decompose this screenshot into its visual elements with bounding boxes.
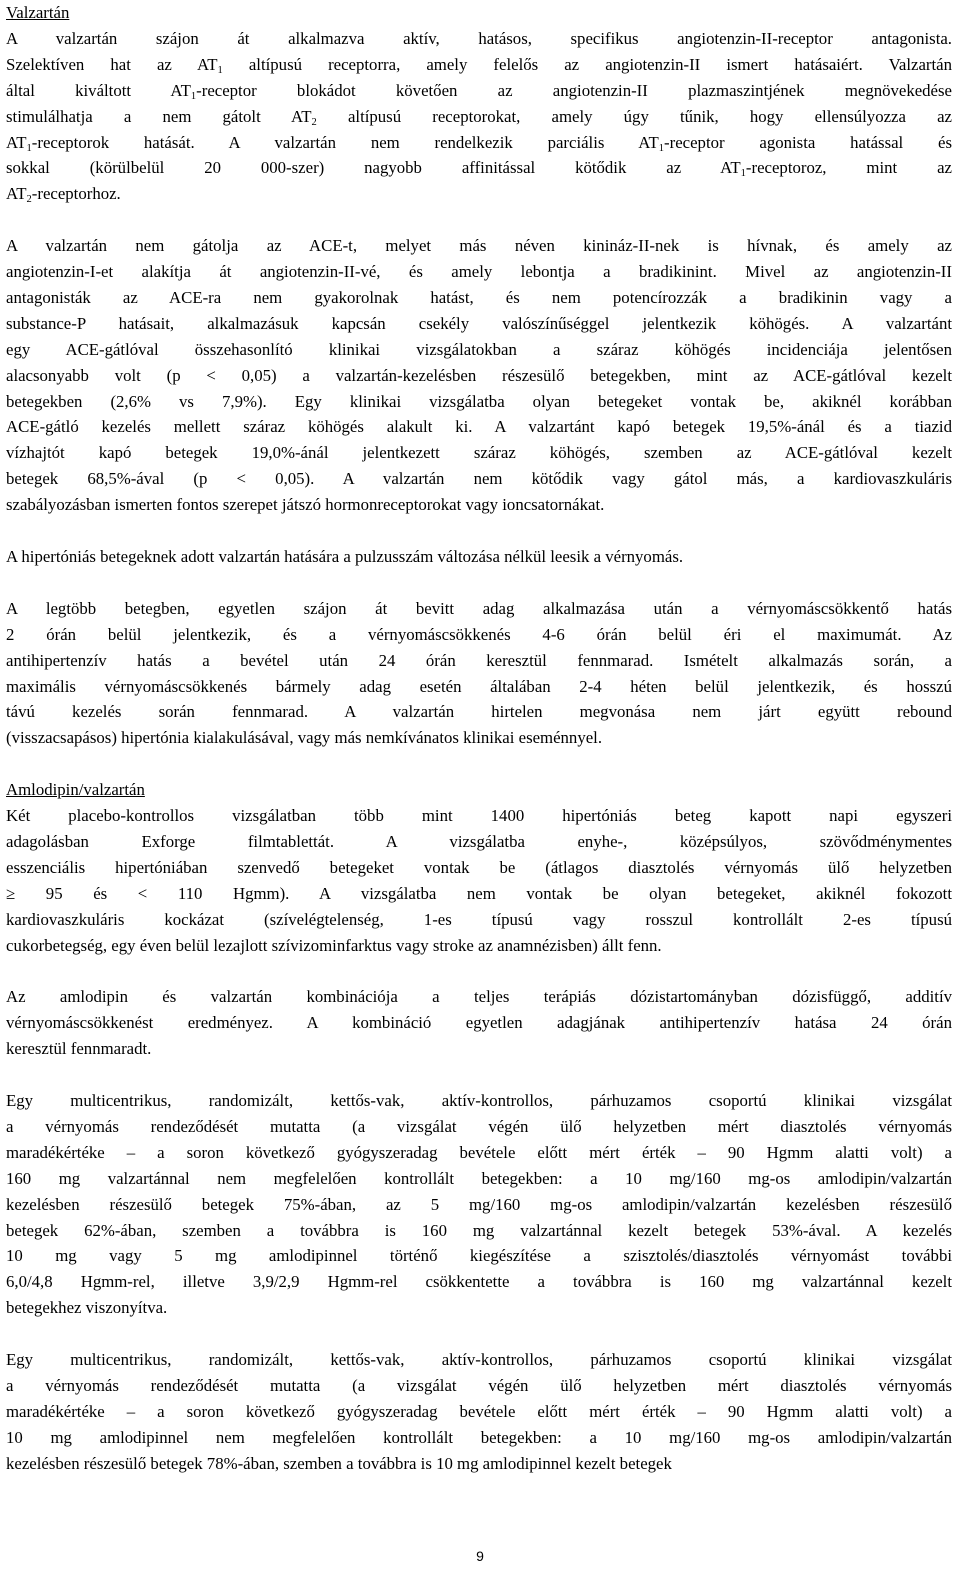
section-gap bbox=[6, 751, 952, 777]
document-page bbox=[6, 0, 952, 1477]
text-line: Az amlodipin és valzartán kombinációja a teljes terápiás dózistartományban dózisfüggő, additív bbox=[6, 987, 952, 1007]
text-line: angiotenzin-I-et alakítja át angiotenzin-II-vé, és amely lebontja a bradikinint. Mivel az angiotenzin-II bbox=[6, 262, 952, 282]
text-line: vízhajtót kapó betegek 19,0%-ánál jelentkezett száraz köhögés, szemben az ACE-gátlóval kezelt bbox=[6, 443, 952, 463]
subscript: 2 bbox=[311, 116, 317, 128]
text-line: 2 órán belül jelentkezik, és a vérnyomáscsökkenés 4-6 órán belül éri el maximumát. Az bbox=[6, 624, 952, 644]
text-line: A valzartán nem gátolja az ACE-t, melyet más néven kinináz-II-nek is hívnak, és amely az bbox=[6, 236, 952, 256]
text-line: cukorbetegség, egy éven belül lezajlott szívizominfarktus vagy stroke az anamnézisben) állt fenn. bbox=[6, 935, 662, 955]
text-line: kardiovaszkuláris kockázat (szívelégtelenség, 1-es típusú vagy rosszul kontrollált 2-es típusú bbox=[6, 909, 952, 929]
text-line: kezelésben részesülő betegek 75%-ában, az 5 mg/160 mg-os amlodipin/valzartán kezelésben részesülő bbox=[6, 1194, 952, 1214]
text-line: alacsonyabb volt (p < 0,05) a valzartán-kezelésben részesülő betegekben, mint az ACE-gátlóval kezelt bbox=[6, 365, 952, 385]
paragraph bbox=[6, 803, 952, 958]
text-line: antagonisták az ACE-ra nem gyakorolnak hatást, és nem potencírozzák a bradikinin vagy a bbox=[6, 287, 952, 307]
text-line: $AT_2$-receptorhoz. bbox=[6, 184, 121, 206]
text-line: keresztül fennmaradt. bbox=[6, 1039, 152, 1059]
text-line: 6,0/4,8 Hgmm-rel, illetve 3,9/2,9 Hgmm-rel csökkentette a továbbra is 160 mg valzartánnal kezelt bbox=[6, 1272, 952, 1292]
paragraph-gap bbox=[6, 1062, 952, 1088]
paragraph bbox=[6, 984, 952, 1062]
paragraph-gap bbox=[6, 518, 952, 544]
text-line: antihipertenzív hatás a bevétel után 24 órán keresztül fennmarad. Ismételt alkalmazás során, a bbox=[6, 650, 952, 670]
paragraph bbox=[6, 596, 952, 751]
paragraph-gap bbox=[6, 207, 952, 233]
paragraph bbox=[6, 544, 952, 570]
paragraph bbox=[6, 233, 952, 518]
paragraph bbox=[6, 26, 952, 207]
text-line: vérnyomáscsökkenést eredményez. A kombináció egyetlen adagjának antihipertenzív hatása 24 órán bbox=[6, 1013, 952, 1033]
section-heading: Valzartán bbox=[6, 3, 70, 22]
text-line: a vérnyomás rendeződését mutatta (a vizsgálat végén ülő helyzetben mért diasztolés vérnyomás bbox=[6, 1116, 952, 1136]
text-line: ≥ 95 és < 110 Hgmm). A vizsgálatba nem vontak be olyan betegeket, akiknél fokozott bbox=[6, 883, 952, 903]
text-line: A valzartán szájon át alkalmazva aktív, hatásos, specifikus angiotenzin-II-receptor antagonista. bbox=[6, 28, 952, 48]
page-number: 9 bbox=[476, 1548, 484, 1564]
section-heading: Amlodipin/valzartán bbox=[6, 780, 145, 800]
text-line: 10 mg vagy 5 mg amlodipinnel történő kiegészítése a szisztolés/diasztolés vérnyomást további bbox=[6, 1246, 952, 1266]
text-line: maradékértéke – a soron következő gyógyszeradag bevétele előtt mért érték – 90 Hgmm alatti volt) a bbox=[6, 1401, 952, 1421]
subscript: 1 bbox=[190, 90, 197, 102]
text-line: Egy multicentrikus, randomizált, kettős-vak, aktív-kontrollos, párhuzamos csoportú klinikai vizsgálat bbox=[6, 1090, 952, 1110]
text-line: kezelésben részesülő betegek 78%-ában, szemben a továbbra is 10 mg amlodipinnel kezelt betegek bbox=[6, 1453, 672, 1473]
text-line: maradékértéke – a soron következő gyógyszeradag bevétele előtt mért érték – 90 Hgmm alatti volt) a bbox=[6, 1142, 952, 1162]
text-line: a vérnyomás rendeződését mutatta (a vizsgálat végén ülő helyzetben mért diasztolés vérnyomás bbox=[6, 1375, 952, 1395]
text-line: maximális vérnyomáscsökkenés bármely adag esetén általában 2-4 héten belül jelentkezik, és hosszú bbox=[6, 676, 952, 696]
subscript: 1 bbox=[26, 142, 32, 154]
subscript: 1 bbox=[658, 142, 665, 154]
paragraph-gap bbox=[6, 958, 952, 984]
text-line: adagolásban Exforge filmtablettát. A vizsgálatba enyhe-, középsúlyos, szövődménymentes bbox=[6, 831, 952, 851]
text-line: 160 mg valzartánnal nem megfelelően kontrollált betegekben: a 10 mg/160 mg-os amlodipin/valzartán bbox=[6, 1168, 952, 1188]
text-line: sokkal (körülbelül 20 000-szer) nagyobb affinitással kötődik az $AT_1$-receptoroz, mint az bbox=[6, 158, 952, 180]
text-line: Egy multicentrikus, randomizált, kettős-vak, aktív-kontrollos, párhuzamos csoportú klinikai vizsgálat bbox=[6, 1350, 952, 1370]
subscript: 2 bbox=[26, 194, 32, 206]
text-line: betegekhez viszonyítva. bbox=[6, 1298, 168, 1318]
text-line: (visszacsapásos) hipertónia kialakulásával, vagy más nemkívánatos klinikai eseménnyel. bbox=[6, 728, 603, 748]
text-line: esszenciális hipertóniában szenvedő betegeket vontak be (átlagos diasztolés vérnyomás ülő helyzetben bbox=[6, 857, 952, 877]
text-line: A hipertóniás betegeknek adott valzartán hatására a pulzusszám változása nélkül leesik a vérnyomás. bbox=[6, 547, 684, 566]
subscript: 1 bbox=[740, 168, 746, 180]
text-line: ACE-gátló kezelés mellett száraz köhögés alakult ki. A valzartánt kapó betegek 19,5%-ánál és a tiazid bbox=[6, 417, 952, 437]
text-line: Két placebo-kontrollos vizsgálatban több mint 1400 hipertóniás beteg kapott napi egyszeri bbox=[6, 806, 952, 826]
text-line: substance-P hatásait, alkalmazásuk kapcsán csekély valószínűséggel jelentkezik köhögés. A valzartánt bbox=[6, 313, 952, 333]
text-line: betegek 68,5%-ával (p < 0,05). A valzartán nem kötődik vagy gátol más, a kardiovaszkuláris bbox=[6, 469, 952, 489]
text-line: betegekben (2,6% vs 7,9%). Egy klinikai vizsgálatba olyan betegeket vontak be, akiknél korábban bbox=[6, 391, 952, 411]
text-line: A legtöbb betegben, egyetlen szájon át bevitt adag alkalmazása után a vérnyomáscsökkentő hatás bbox=[6, 598, 952, 618]
paragraph bbox=[6, 1088, 952, 1321]
text-line: $AT_1$-receptorok hatását. A valzartán nem rendelkezik parciális $AT_1$-receptor agonista hatással és bbox=[6, 132, 952, 154]
text-line: szabályozásban ismerten fontos szerepet játszó hormonreceptorokat vagy ioncsatornákat. bbox=[6, 495, 605, 515]
paragraph bbox=[6, 1347, 952, 1477]
text-line: távú kezelés során fennmarad. A valzartán hirtelen megvonása nem járt együtt rebound bbox=[6, 702, 952, 722]
text-line: által kiváltott $AT_1$-receptor blokádot követően az angiotenzin-II plazmaszintjének megnövekedése bbox=[6, 80, 952, 102]
text-line: Szelektíven hat az $AT_1$ altípusú receptorra, amely felelős az angiotenzin-II ismert hatásaiért. Valzartán bbox=[6, 54, 952, 76]
subscript: 1 bbox=[217, 64, 223, 76]
text-line: stimulálhatja a nem gátolt $AT_2$ altípusú receptorokat, amely úgy tűnik, hogy ellensúlyozza az bbox=[6, 106, 953, 128]
text-line: egy ACE-gátlóval összehasonlító klinikai vizsgálatokban a száraz köhögés incidenciája jelentősen bbox=[6, 339, 952, 359]
paragraph-gap bbox=[6, 570, 952, 596]
text-line: 10 mg amlodipinnel nem megfelelően kontrollált betegekben: a 10 mg/160 mg-os amlodipin/valzartán bbox=[6, 1427, 952, 1447]
text-line: betegek 62%-ában, szemben a továbbra is 160 mg valzartánnal kezelt betegek 53%-ával. A kezelés bbox=[6, 1220, 952, 1240]
paragraph-gap bbox=[6, 1321, 952, 1347]
